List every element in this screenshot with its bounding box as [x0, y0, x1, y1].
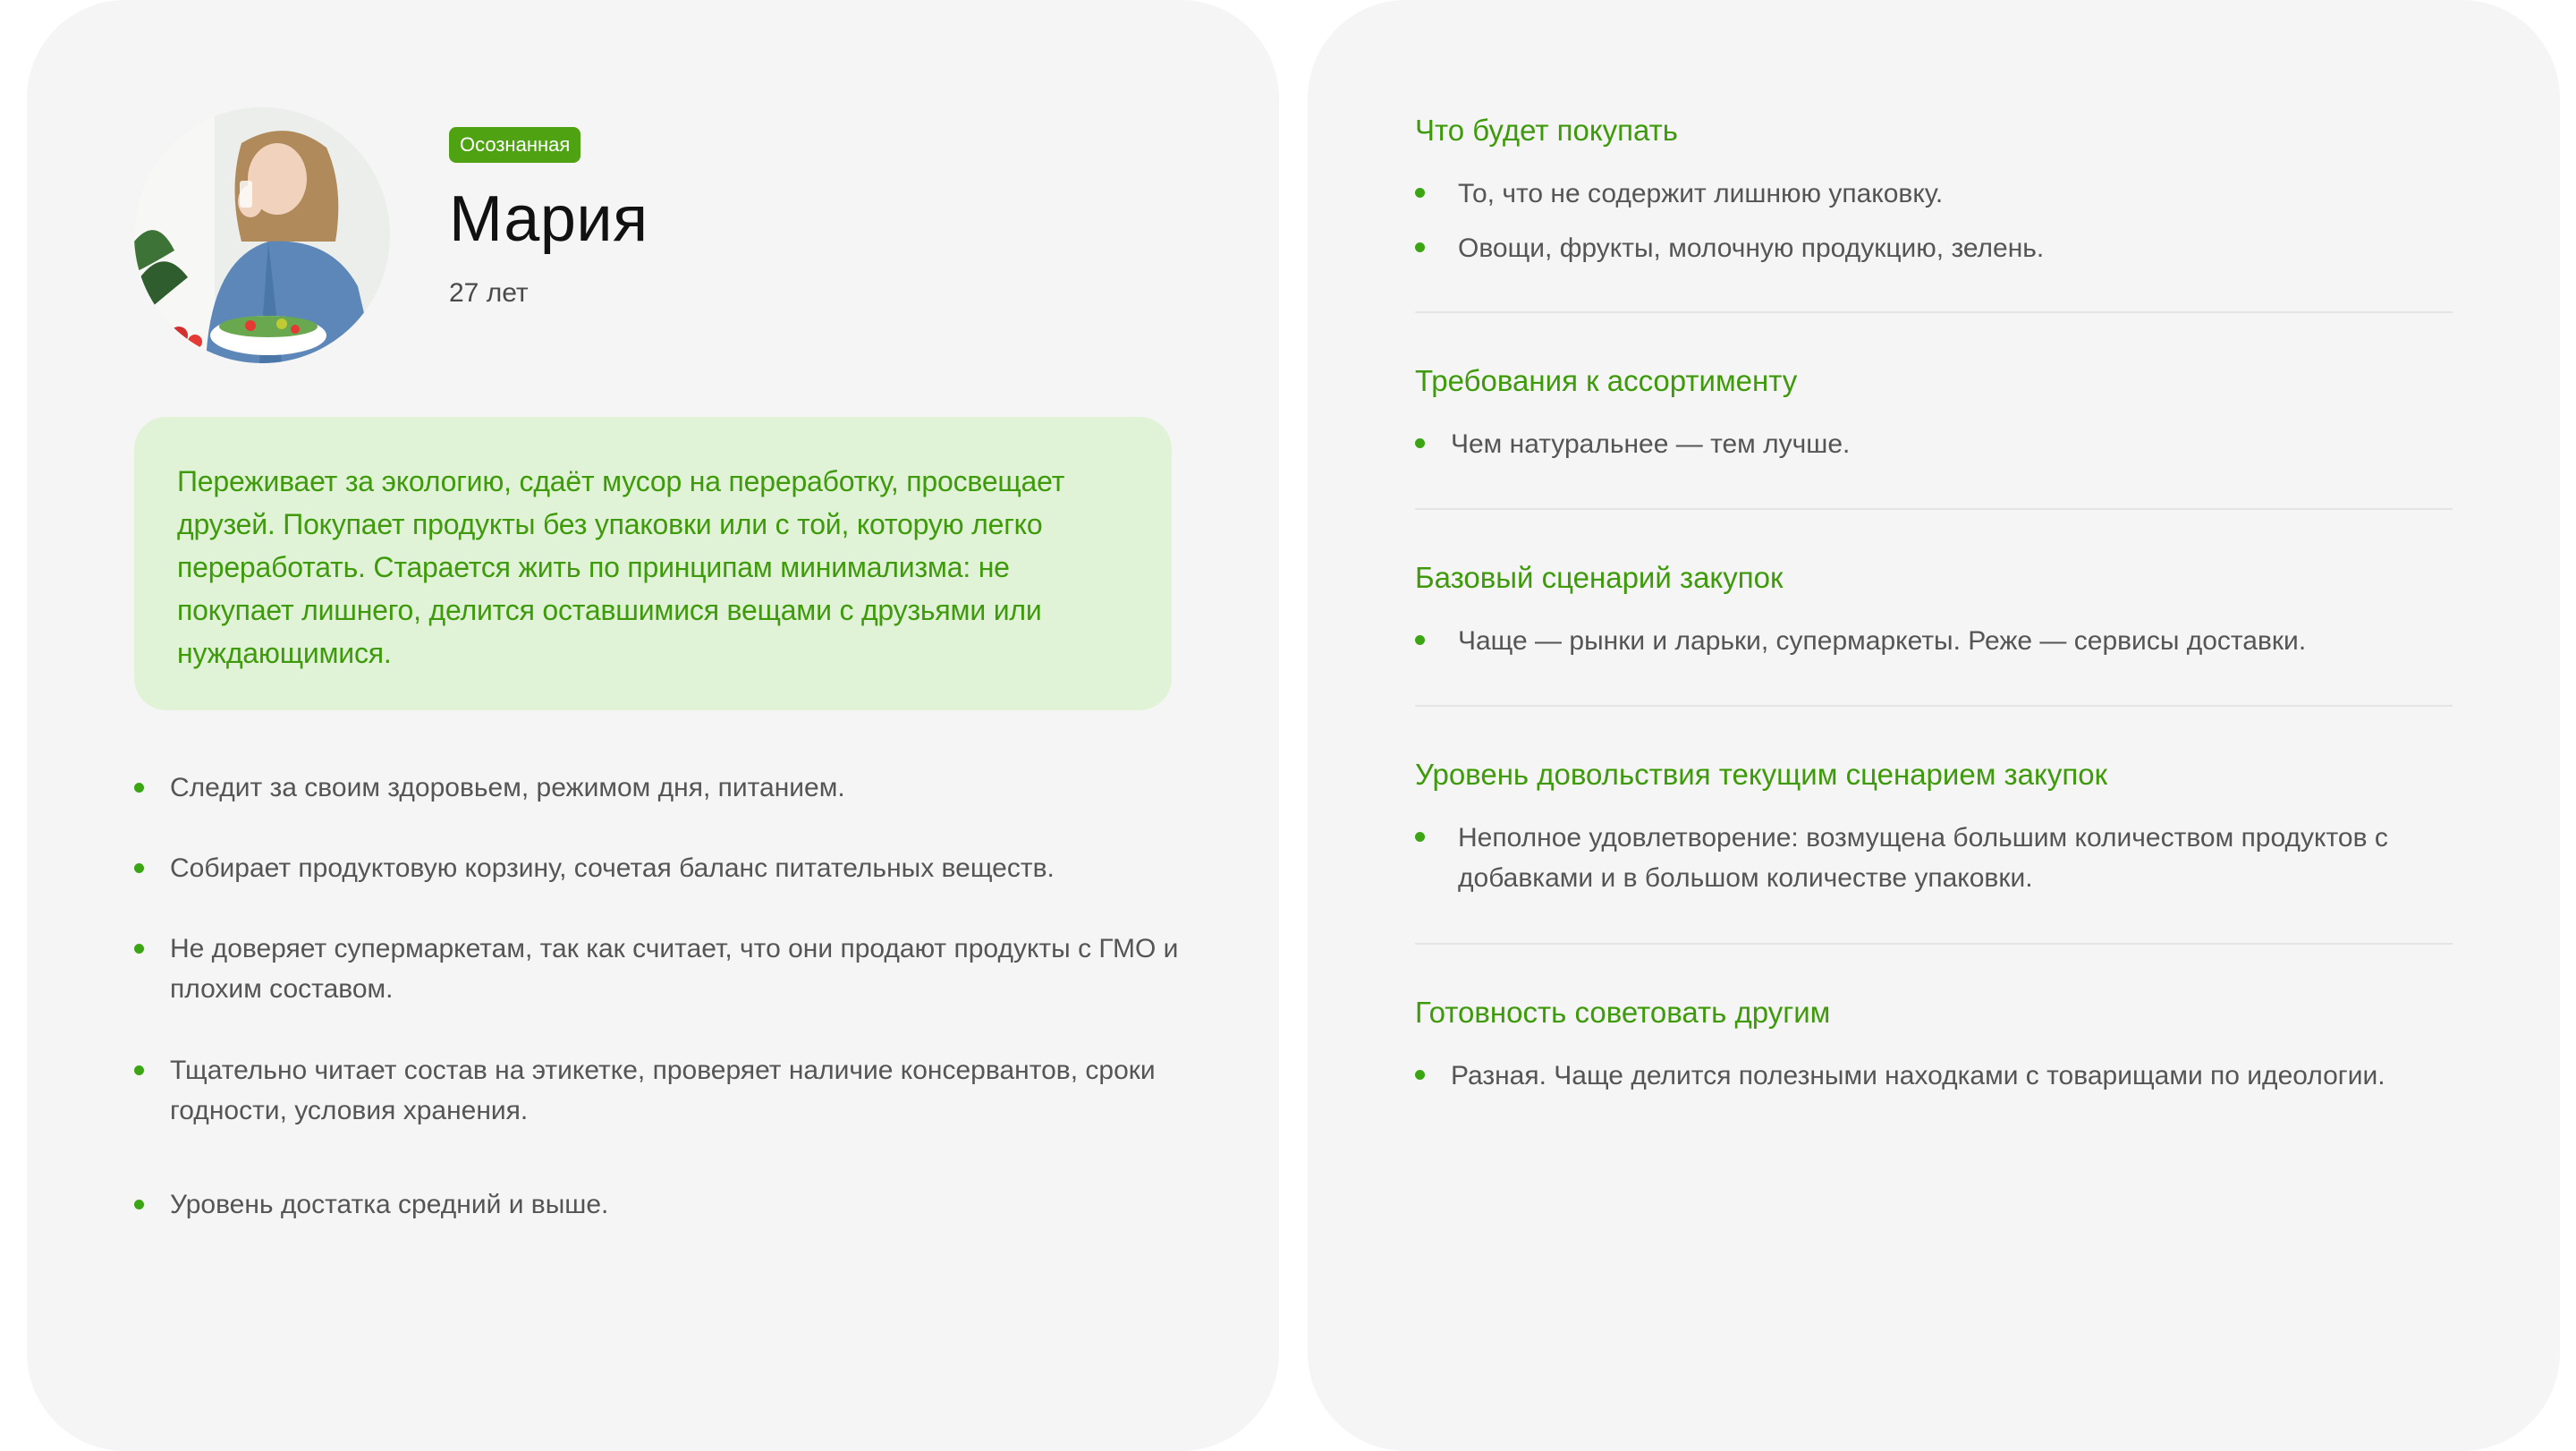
- shopping-behavior-card: [1308, 0, 2560, 1451]
- persona-type-badge: Осознанная: [449, 127, 580, 163]
- trait-text: Собирает продуктовую корзину, сочетая баланс питательных веществ.: [170, 853, 1055, 883]
- section-list: [1415, 424, 2453, 464]
- item-text: Овощи, фрукты, молочную продукцию, зелень.: [1458, 233, 2045, 263]
- list-item: [1415, 228, 2453, 268]
- section-title: Базовый сценарий закупок: [1415, 561, 1784, 594]
- trait-text: Тщательно читает состав на этикетке, проверяет наличие консервантов, сроки годности, условия хранения.: [170, 1056, 1156, 1125]
- section-satisfaction: [1415, 755, 2453, 898]
- list-item: [1415, 1056, 2453, 1096]
- item-text: Чем натуральнее — тем лучше.: [1451, 429, 1851, 459]
- persona-name: Мария: [449, 183, 648, 255]
- bullet-icon: [134, 783, 144, 793]
- bullet-icon: [1415, 188, 1425, 198]
- divider: [1415, 311, 2453, 313]
- item-text: Чаще — рынки и ларьки, супермаркеты. Реже — сервисы доставки.: [1458, 626, 2307, 656]
- trait-text: Не доверяет супермаркетам, так как считает, что они продают продукты с ГМО и плохим составом.: [170, 934, 1179, 1004]
- list-item: [1415, 818, 2453, 898]
- list-item: [134, 929, 1181, 1009]
- section-scenario: [1415, 558, 2453, 661]
- section-list: [1415, 1056, 2453, 1096]
- summary-text: Переживает за экологию, сдаёт мусор на переработку, просвещает друзей. Покупает продукты без упаковки или с той, которую легко переработать. Старается жить по принципам минимализма: не покупает лишнего, делится оставшимися вещами с друзьями или нуждающимися.: [177, 465, 1065, 669]
- section-recommend: [1415, 993, 2453, 1096]
- persona-age: 27 лет: [449, 278, 529, 308]
- divider: [1415, 943, 2453, 945]
- bullet-icon: [1415, 1070, 1425, 1080]
- bullet-icon: [1415, 832, 1425, 842]
- bullet-icon: [134, 944, 144, 954]
- section-title: Требования к ассортименту: [1415, 364, 1798, 397]
- bullet-icon: [134, 1065, 144, 1075]
- item-text: Неполное удовлетворение: возмущена большим количеством продуктов с добавками и в большом количестве упаковки.: [1458, 823, 2388, 893]
- section-assortment: [1415, 361, 2453, 464]
- divider: [1415, 508, 2453, 510]
- item-text: То, что не содержит лишнюю упаковку.: [1458, 179, 1944, 208]
- list-item: [134, 1184, 1181, 1225]
- bullet-icon: [134, 863, 144, 873]
- bullet-icon: [134, 1200, 144, 1209]
- bullet-icon: [1415, 438, 1425, 448]
- section-purchases: [1415, 111, 2453, 268]
- section-list: [1415, 818, 2453, 898]
- bullet-icon: [1415, 635, 1425, 645]
- list-item: [1415, 621, 2453, 661]
- trait-text: Уровень достатка средний и выше.: [170, 1190, 609, 1219]
- section-title: Уровень довольствия текущим сценарием закупок: [1415, 758, 2108, 791]
- section-title: Что будет покупать: [1415, 114, 1678, 147]
- trait-text: Следит за своим здоровьем, режимом дня, питанием.: [170, 773, 845, 802]
- persona-card: [27, 0, 1279, 1451]
- section-list: [1415, 174, 2453, 268]
- list-item: [1415, 174, 2453, 214]
- list-item: [134, 1050, 1181, 1131]
- list-item: [1415, 424, 2453, 464]
- section-list: [1415, 621, 2453, 661]
- avatar: [134, 107, 390, 363]
- avatar-photo: [134, 107, 390, 363]
- section-title: Готовность советовать другим: [1415, 996, 1831, 1029]
- list-item: [134, 768, 1181, 808]
- bullet-icon: [1415, 242, 1425, 252]
- persona-summary: [134, 417, 1172, 710]
- list-item: [134, 848, 1181, 888]
- divider: [1415, 705, 2453, 707]
- item-text: Разная. Чаще делится полезными находками с товарищами по идеологии.: [1451, 1061, 2385, 1090]
